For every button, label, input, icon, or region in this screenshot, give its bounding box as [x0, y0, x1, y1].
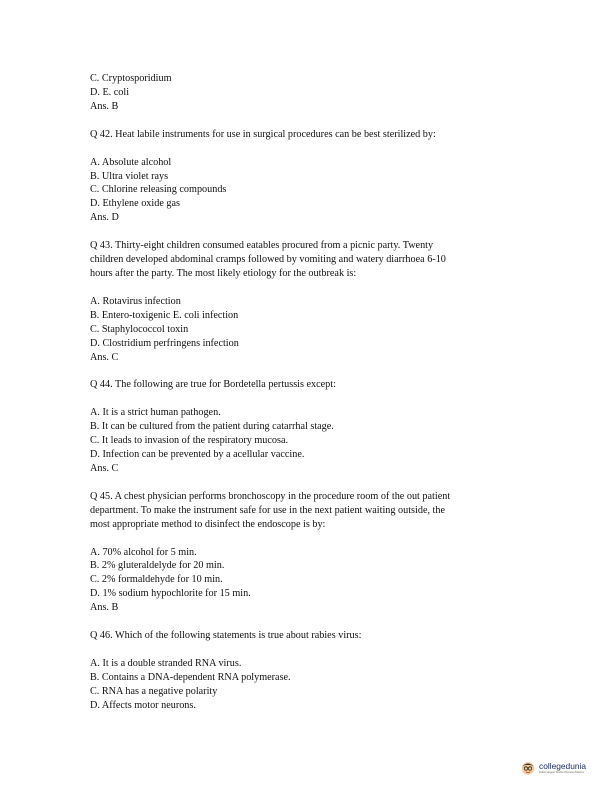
question-text: children developed abdominal cramps followed by vomiting and watery diarrhoea 6-10 [90, 254, 446, 266]
answer: Ans. B [90, 602, 119, 614]
answer: Ans. C [90, 351, 119, 363]
option: A. It is a strict human pathogen. [90, 407, 221, 419]
option: D. Infection can be prevented by a acellular vaccine. [90, 449, 305, 461]
answer: Ans. B [90, 100, 119, 112]
question-43 [90, 239, 530, 364]
option: D. Clostridium perfringens infection [90, 337, 239, 349]
option: C. Chlorine releasing compounds [90, 184, 227, 196]
option: B. Entero-toxigenic E. coli infection [90, 309, 239, 321]
option: C. RNA has a negative polarity [90, 685, 218, 697]
option: C. 2% formaldehyde for 10 min. [90, 574, 223, 586]
document-body [90, 72, 530, 713]
answer: Ans. D [90, 212, 119, 224]
mascot-icon [520, 760, 536, 776]
option: D. 1% sodium hypochlorite for 15 min. [90, 588, 251, 600]
question-text: Q 45. A chest physician performs bronchoscopy in the procedure room of the out patient [90, 490, 451, 502]
question-text: Q 43. Thirty-eight children consumed eatables procured from a picnic party. Twenty [90, 240, 434, 252]
option: A. Absolute alcohol [90, 156, 172, 168]
option: C. Staphylococcol toxin [90, 323, 189, 335]
question-text: most appropriate method to disinfect the endoscope is by: [90, 518, 326, 530]
option: D. Ethylene oxide gas [90, 198, 180, 210]
question-42 [90, 128, 530, 225]
question-45 [90, 490, 530, 615]
option: A. 70% alcohol for 5 min. [90, 546, 197, 558]
answer: Ans. C [90, 462, 119, 474]
option: A. It is a double stranded RNA virus. [90, 658, 242, 669]
previous-question-tail [90, 72, 530, 114]
question-text: hours after the party. The most likely etiology for the outbreak is: [90, 267, 357, 279]
option: C. It leads to invasion of the respiratory mucosa. [90, 435, 289, 447]
question-46 [90, 629, 530, 713]
option: A. Rotavirus infection [90, 295, 181, 307]
collegedunia-logo: collegedunia India's largest Student Review Platform [520, 760, 586, 776]
option: B. Contains a DNA-dependent RNA polymerase. [90, 671, 291, 683]
question-44 [90, 378, 530, 475]
option: C. Cryptosporidium [90, 73, 172, 84]
question-text: department. To make the instrument safe for use in the next patient waiting outside, the [90, 504, 445, 516]
option: B. 2% gluteraldelyde for 20 min. [90, 560, 225, 572]
option: B. It can be cultured from the patient during catarrhal stage. [90, 421, 334, 433]
question-text: Q 42. Heat labile instruments for use in surgical procedures can be best sterilized by: [90, 128, 436, 140]
question-text: Q 44. The following are true for Bordetella pertussis except: [90, 379, 336, 391]
option: B. Ultra violet rays [90, 170, 169, 182]
option: D. Affects motor neurons. [90, 699, 196, 711]
option: D. E. coli [90, 86, 130, 98]
question-text: Q 46. Which of the following statements is true about rabies virus: [90, 630, 362, 642]
